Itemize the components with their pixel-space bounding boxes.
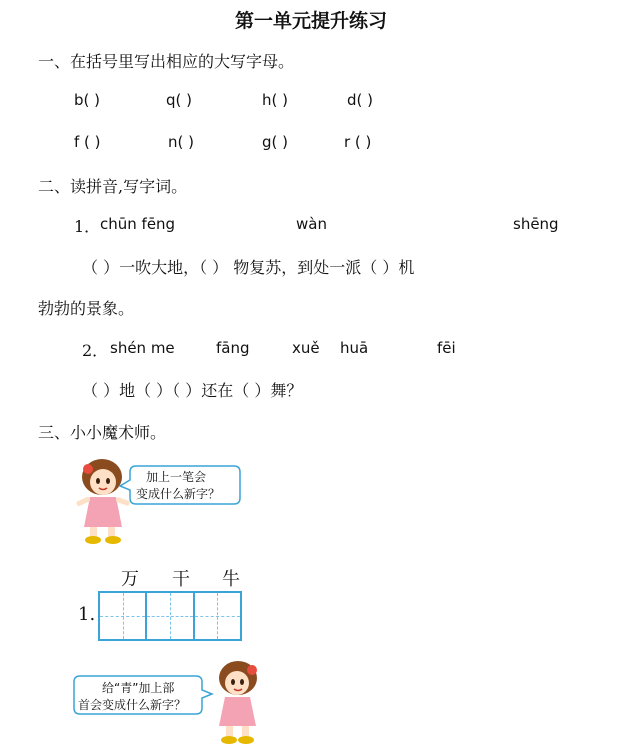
q2-pinyin-fang: fāng xyxy=(216,339,250,357)
section2-heading: 二、读拼音,写字词。 xyxy=(38,177,188,196)
letter-n: n( ) xyxy=(168,133,194,151)
letter-g: g( ) xyxy=(262,133,288,151)
letter-r: r ( ) xyxy=(344,133,372,151)
q2-sentence-line1: （ ）地（ ）（ ）还在（ ）舞？ xyxy=(82,381,303,400)
char-wan: 万 xyxy=(121,569,139,590)
section3-heading: 三、小小魔术师。 xyxy=(38,423,167,442)
grid-cell-1[interactable] xyxy=(100,593,147,639)
grid-cell-2[interactable] xyxy=(147,593,194,639)
bubble2-line2: 首会变成什么新字？ xyxy=(78,698,187,712)
q1-pinyin-sheng: shēng xyxy=(513,215,559,233)
bubble1-line2: 变成什么新字？ xyxy=(136,487,221,501)
char-gan: 干 xyxy=(172,569,190,590)
letter-f: f ( ) xyxy=(74,133,101,151)
q1-number: 1． xyxy=(74,217,101,236)
letter-b: b( ) xyxy=(74,91,100,109)
q2-number: 2． xyxy=(82,341,109,360)
q2-pinyin-xue: xuě xyxy=(292,339,320,357)
q1-sentence-line1: （ ）一吹大地，（ ） 物复苏，到处一派（ ）机 xyxy=(82,258,415,277)
char-niu: 牛 xyxy=(222,569,240,590)
q2-pinyin-fei: fēi xyxy=(437,339,456,357)
page-title: 第一单元提升练习 xyxy=(234,10,387,32)
letter-d: d( ) xyxy=(347,91,373,109)
writing-grid[interactable] xyxy=(98,591,242,641)
letter-h: h( ) xyxy=(262,91,288,109)
q1-pinyin-wan: wàn xyxy=(296,215,327,233)
girl-illustration-2 xyxy=(206,658,270,746)
bubble2-line1: 给“青”加上部 xyxy=(102,681,175,695)
section1-heading: 一、在括号里写出相应的大写字母。 xyxy=(38,52,295,71)
q2-pinyin-shenme: shén me xyxy=(110,339,175,357)
q2-pinyin-hua: huā xyxy=(340,339,369,357)
q1-sentence-line2: 勃勃的景象。 xyxy=(38,299,135,318)
bubble1-line1: 加上一笔会 xyxy=(146,470,207,484)
q3-number: 1. xyxy=(78,604,96,625)
q1-pinyin-chunfeng: chūn fēng xyxy=(100,215,176,233)
letter-q: q( ) xyxy=(166,91,192,109)
grid-cell-3[interactable] xyxy=(195,593,240,639)
